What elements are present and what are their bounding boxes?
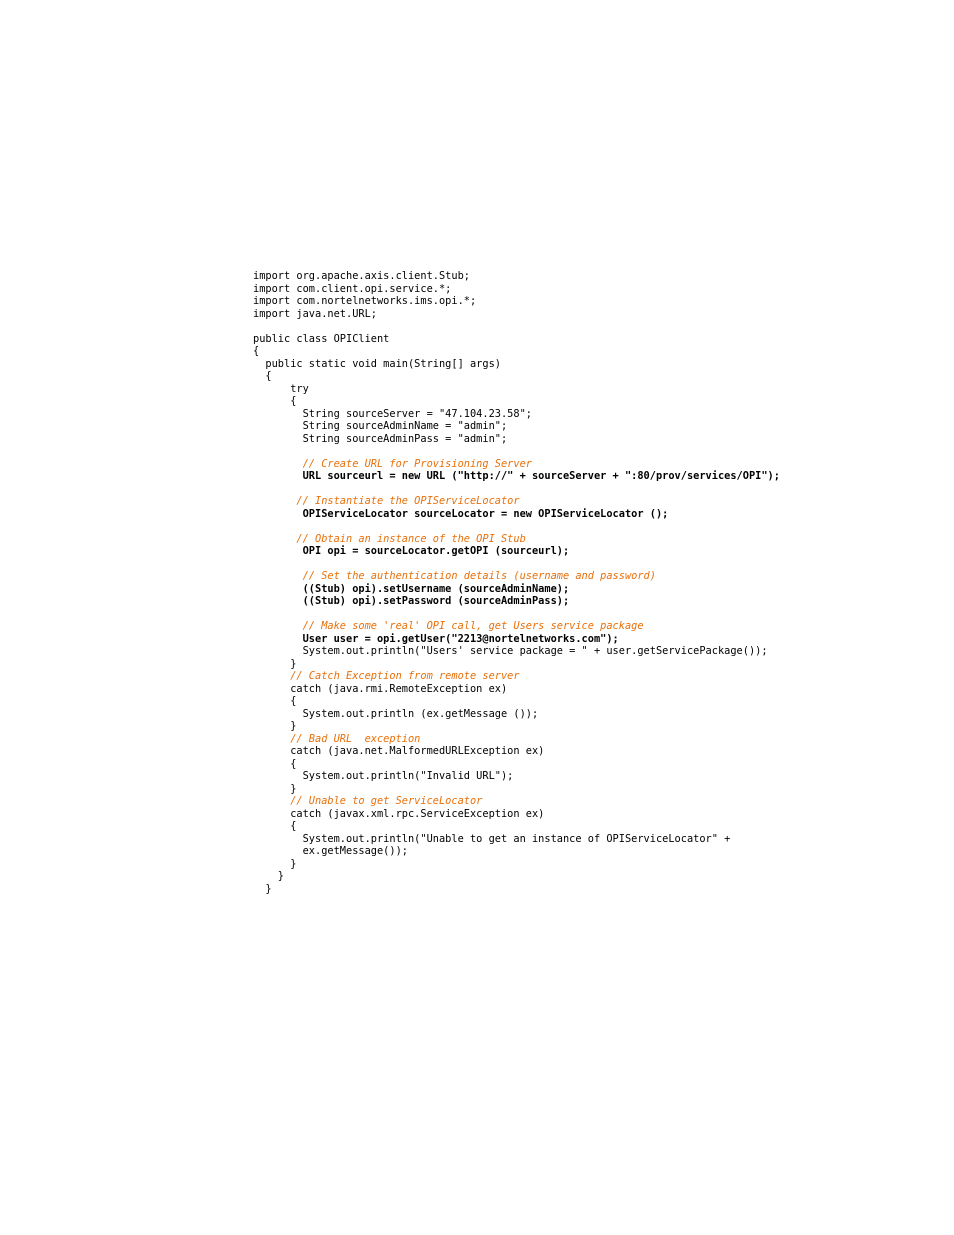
code-line: {: [253, 757, 297, 770]
code-blank-line: [253, 520, 943, 533]
code-line: import org.apache.axis.client.Stub;: [253, 270, 470, 282]
code-line: }: [253, 882, 272, 895]
code-comment-line: // Create URL for Provisioning Server: [253, 457, 532, 470]
code-line: ((Stub) opi).setUsername (sourceAdminName);: [253, 582, 570, 595]
code-line: ex.getMessage());: [253, 845, 408, 857]
code-line: import com.nortelnetworks.ims.opi.*;: [253, 295, 477, 307]
code-line: import com.client.opi.service.*;: [253, 282, 452, 295]
code-line: catch (java.net.MalformedURLException ex): [253, 745, 545, 757]
code-comment-line: // Set the authentication details (username and password): [253, 570, 656, 582]
code-line: URL sourceurl = new URL ("http://" + sourceServer + ":80/prov/services/OPI");: [253, 470, 780, 482]
code-blank-line: [253, 320, 943, 333]
code-comment-line: // Obtain an instance of the OPI Stub: [253, 532, 526, 545]
code-comment-line: // Bad URL exception: [253, 732, 421, 745]
code-line: System.out.println("Users' service package = " + user.getServicePackage());: [253, 645, 768, 657]
code-line: {: [253, 345, 260, 357]
code-listing: [253, 270, 943, 895]
code-line: String sourceServer = "47.104.23.58";: [253, 407, 532, 420]
code-line: System.out.println("Invalid URL");: [253, 770, 514, 782]
code-line: {: [253, 820, 297, 832]
code-line: {: [253, 370, 272, 382]
code-line: {: [253, 395, 297, 407]
code-line: }: [253, 857, 297, 870]
code-line: System.out.println (ex.getMessage ());: [253, 707, 539, 720]
code-blank-line: [253, 558, 943, 571]
code-line: ((Stub) opi).setPassword (sourceAdminPass);: [253, 595, 570, 607]
code-line: String sourceAdminName = "admin";: [253, 420, 508, 432]
code-line: String sourceAdminPass = "admin";: [253, 432, 508, 445]
code-comment-line: // Unable to get ServiceLocator: [253, 795, 483, 807]
code-line: System.out.println("Unable to get an instance of OPIServiceLocator" +: [253, 832, 731, 845]
code-line: try: [253, 382, 309, 395]
code-comment-line: // Catch Exception from remote server: [253, 670, 520, 682]
code-line: }: [253, 657, 297, 670]
code-comment-line: // Instantiate the OPIServiceLocator: [253, 495, 520, 507]
code-line: }: [253, 720, 297, 732]
code-blank-line: [253, 445, 943, 458]
code-line: OPIServiceLocator sourceLocator = new OPIServiceLocator ();: [253, 507, 669, 520]
code-line: catch (java.rmi.RemoteException ex): [253, 682, 508, 695]
code-line: public class OPIClient: [253, 332, 390, 345]
code-line: {: [253, 695, 297, 707]
code-line: import java.net.URL;: [253, 307, 377, 320]
code-line: }: [253, 870, 284, 882]
code-line: OPI opi = sourceLocator.getOPI (sourceurl);: [253, 545, 570, 557]
code-comment-line: // Make some 'real' OPI call, get Users service package: [253, 620, 644, 632]
code-line: catch (javax.xml.rpc.ServiceException ex): [253, 807, 545, 820]
code-blank-line: [253, 608, 943, 621]
code-blank-line: [253, 483, 943, 496]
code-line: public static void main(String[] args): [253, 357, 501, 370]
code-line: }: [253, 782, 297, 795]
code-line: User user = opi.getUser("2213@nortelnetworks.com");: [253, 632, 619, 645]
